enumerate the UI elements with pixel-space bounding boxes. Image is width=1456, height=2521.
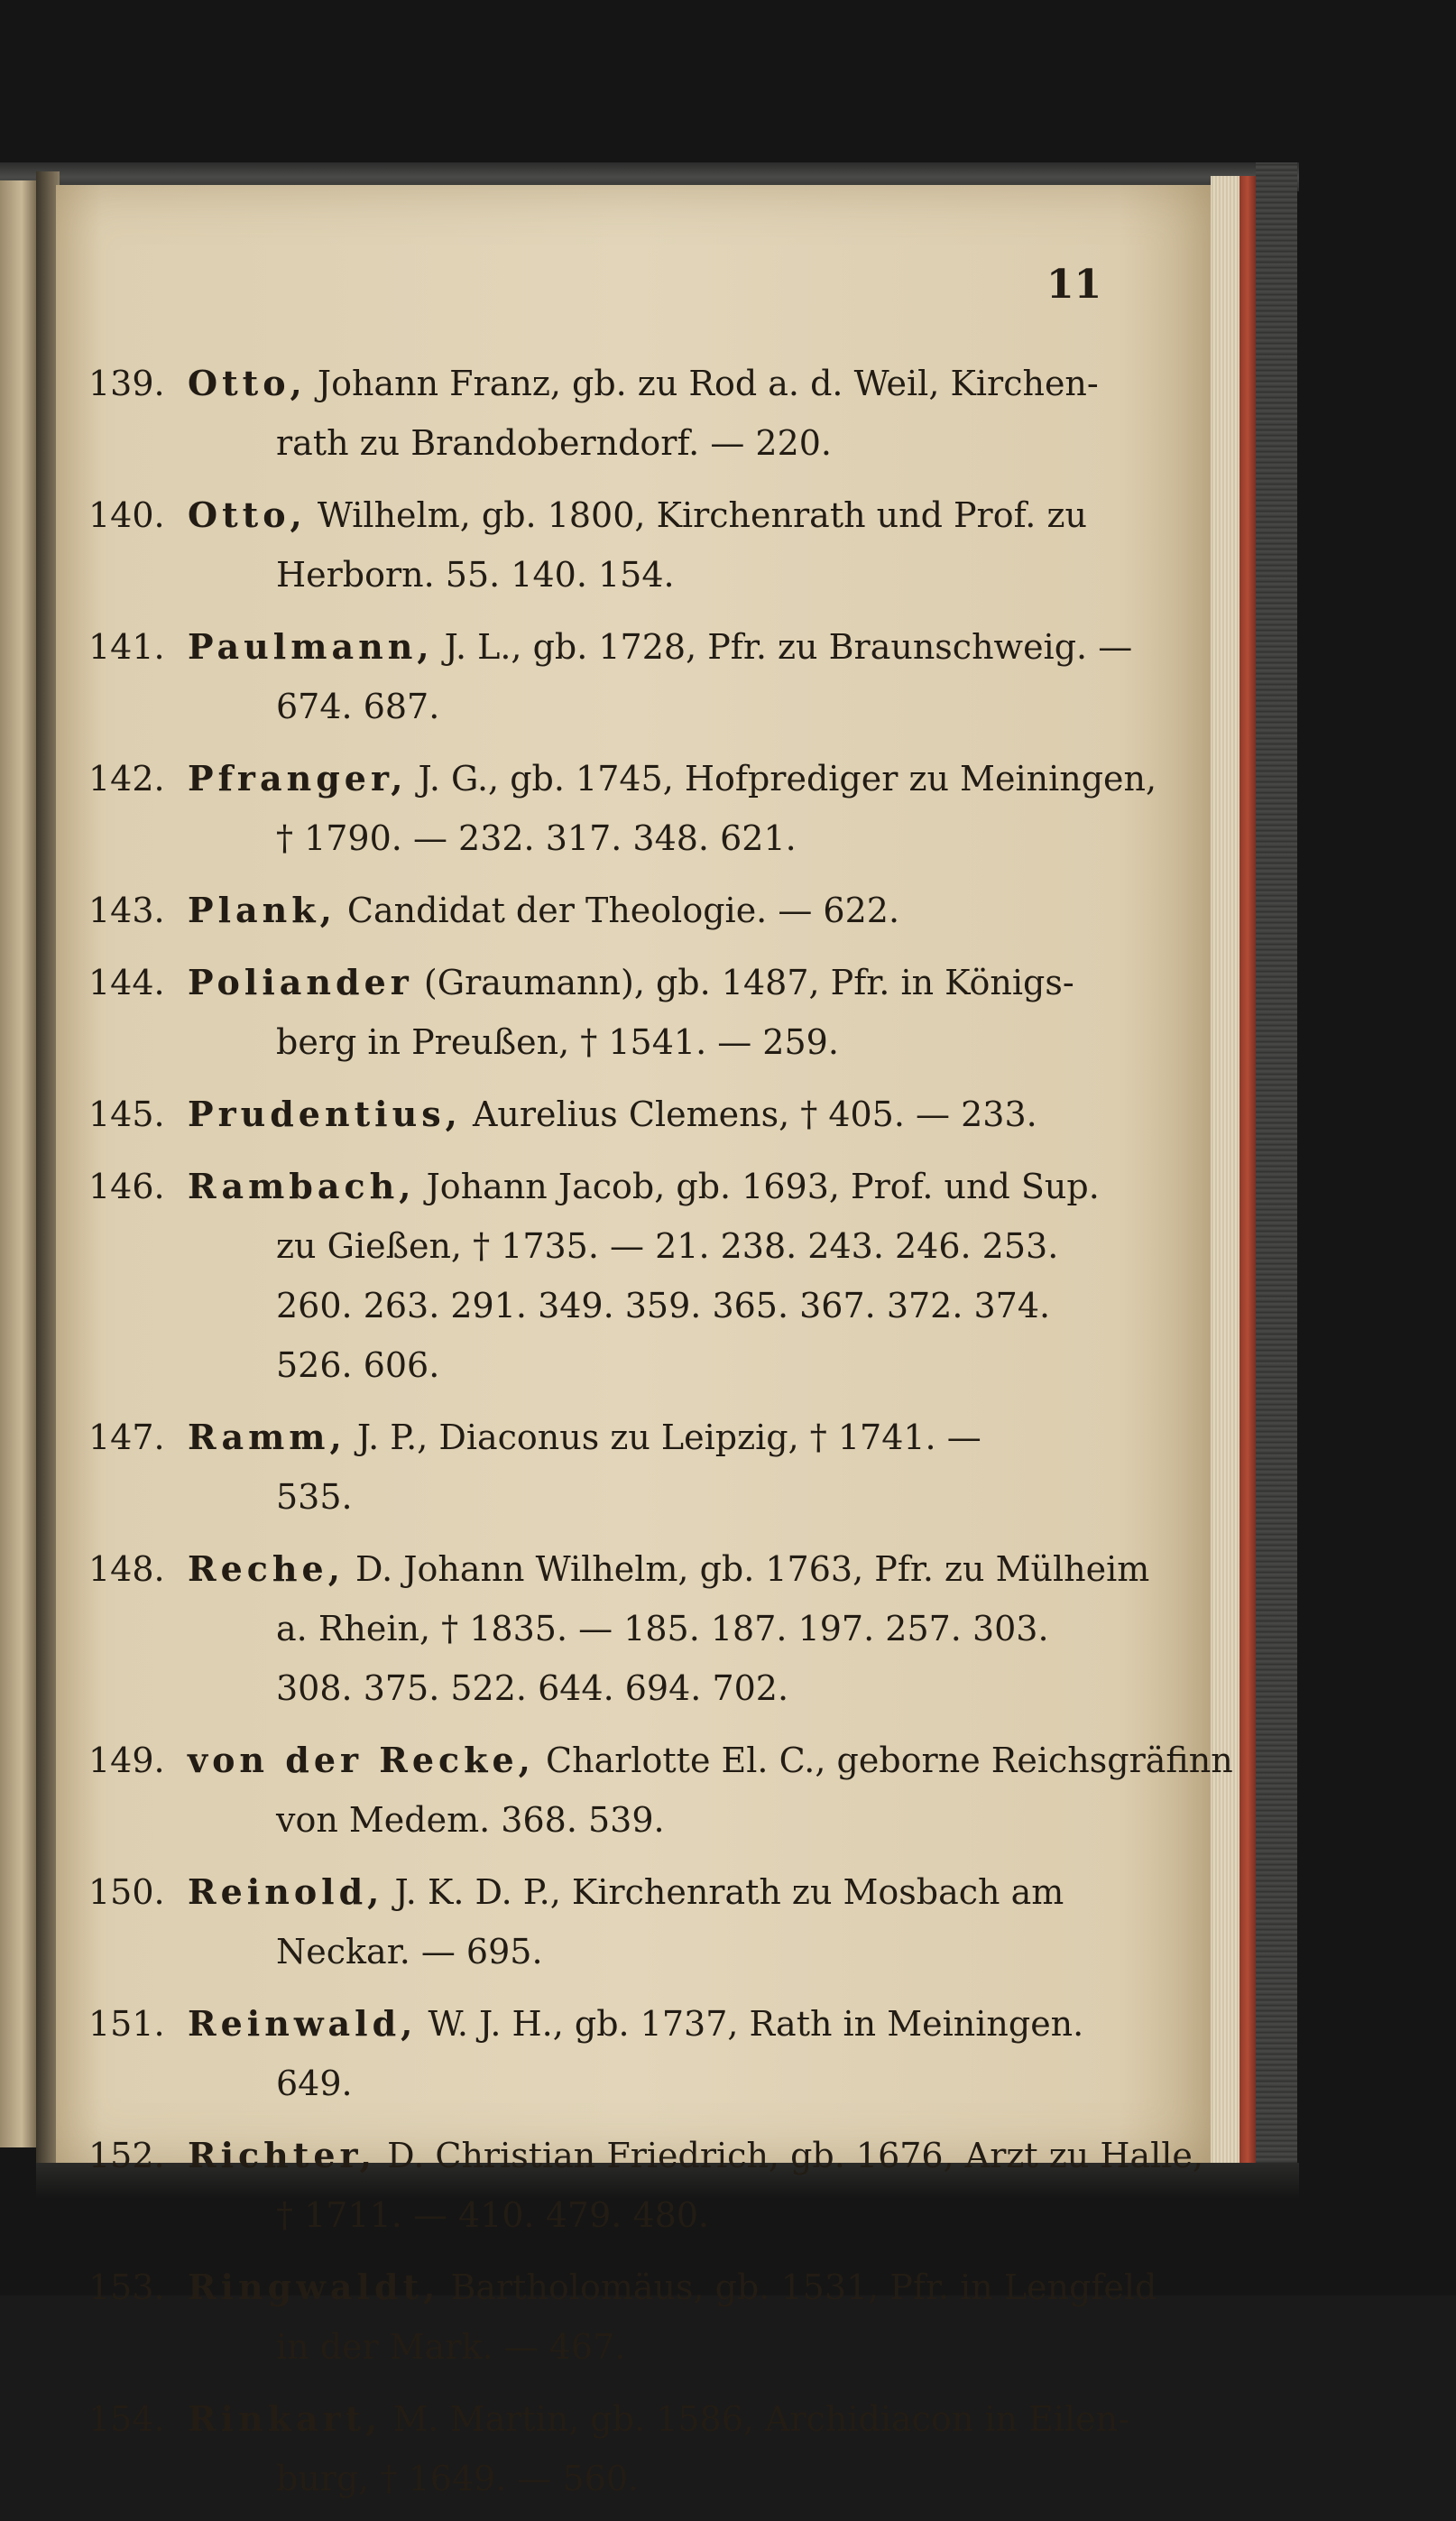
entry-name: Prudentius, (188, 1094, 462, 1134)
entry-text: Candidat der Theologie. — 622. (346, 891, 900, 930)
register-entry (88, 1731, 1233, 1850)
entry-number: 143. (88, 891, 165, 930)
entry-continuation-line: † 1711. — 410. 479. 480. (276, 2195, 710, 2235)
register-entry (88, 485, 1126, 605)
entry-name: Otto, (188, 494, 307, 535)
register-entry (88, 1408, 1126, 1527)
register-entries (88, 354, 1233, 2521)
entry-first-line (88, 2258, 1157, 2317)
entry-first-line (88, 1994, 1126, 2054)
entry-continuation-line: 535. (276, 1477, 353, 1517)
entry-text: Johann Franz, gb. zu Rod a. d. Weil, Kirchen- (317, 364, 1099, 403)
entry-continuation-line: a. Rhein, † 1835. — 185. 187. 197. 257. 303. (276, 1609, 1049, 1648)
entry-name: von der Recke, (188, 1740, 535, 1780)
entry-number: 144. (88, 963, 165, 1002)
entry-continuation-line: 674. 687. (276, 687, 440, 726)
entry-number: 153. (88, 2267, 165, 2307)
register-entry (88, 617, 1133, 736)
register-entry (88, 1862, 1126, 1981)
entry-first-line (88, 1862, 1126, 1922)
entry-name: Plank, (188, 890, 336, 930)
entry-name: Ringwaldt, (188, 2267, 440, 2307)
entry-first-line (88, 617, 1133, 677)
entry-number: 142. (88, 759, 165, 799)
entry-continuation-line: Herborn. 55. 140. 154. (276, 555, 675, 595)
entry-continuation-line: berg in Preußen, † 1541. — 259. (276, 1022, 839, 1062)
entry-name: Reinwald, (188, 2003, 418, 2044)
entry-first-line (88, 485, 1126, 545)
entry-name: Reche, (188, 1548, 345, 1589)
previous-page-edge (0, 180, 36, 2147)
register-entry (88, 1085, 1126, 1144)
entry-continuation-line: zu Gießen, † 1735. — 21. 238. 243. 246. 253. (276, 1226, 1059, 1266)
entry-first-line (88, 1085, 1126, 1144)
entry-number: 145. (88, 1094, 165, 1134)
entry-first-line (88, 953, 1126, 1012)
entry-first-line (88, 1408, 1126, 1467)
entry-number: 151. (88, 2004, 165, 2044)
entry-number: 147. (88, 1417, 165, 1457)
register-entry (88, 953, 1126, 1072)
entry-text: D. Johann Wilhelm, gb. 1763, Pfr. zu Mülheim (355, 1549, 1150, 1589)
red-page-edge (1239, 176, 1256, 2170)
entry-first-line (88, 2389, 1129, 2449)
entry-name: Richter, (188, 2135, 376, 2175)
entry-text: D. Christian Friedrich, gb. 1676, Arzt zu Halle, (387, 2136, 1203, 2175)
entry-continuation-line: rath zu Brandoberndorf. — 220. (276, 423, 833, 463)
entry-number: 150. (88, 1872, 165, 1912)
entry-name: Paulmann, (188, 626, 434, 667)
entry-continuation-line: 308. 375. 522. 644. 694. 702. (276, 1668, 789, 1708)
register-entry (88, 354, 1126, 473)
entry-text: Bartholomäus, gb. 1531, Pfr. in Lengfeld (450, 2267, 1157, 2307)
entry-number: 152. (88, 2136, 165, 2175)
entry-text: J. L., gb. 1728, Pfr. zu Braunschweig. — (444, 627, 1133, 667)
entry-first-line (88, 2126, 1203, 2185)
entry-continuation-line: burg, † 1649. — 560. (276, 2459, 640, 2498)
register-entry (88, 1994, 1126, 2113)
entry-number: 141. (88, 627, 165, 667)
register-entry (88, 881, 1126, 940)
entry-first-line (88, 1731, 1233, 1790)
entry-first-line (88, 354, 1126, 413)
entry-name: Reinold, (188, 1871, 384, 1912)
entry-text: M. Martin, gb. 1586, Archidiacon in Eilen- (392, 2399, 1129, 2439)
entry-number: 140. (88, 495, 165, 535)
entry-text: Johann Jacob, gb. 1693, Prof. und Sup. (426, 1167, 1100, 1206)
entry-name: Pfranger, (188, 758, 408, 799)
entry-continuation-line: 260. 263. 291. 349. 359. 365. 367. 372. 374. (276, 1286, 1051, 1325)
entry-text: (Graumann), gb. 1487, Pfr. in Königs- (423, 963, 1074, 1002)
entry-first-line (88, 1157, 1126, 1216)
entry-name: Otto, (188, 363, 307, 403)
entry-name: Ramm, (188, 1417, 346, 1457)
register-entry (88, 1157, 1126, 1395)
entry-number: 139. (88, 364, 165, 403)
page-number: 11 (1046, 262, 1102, 308)
register-entry (88, 2389, 1129, 2508)
entry-continuation-line: 526. 606. (276, 1345, 440, 1385)
entry-continuation-line: von Medem. 368. 539. (276, 1800, 665, 1840)
entry-text: J. K. D. P., Kirchenrath zu Mosbach am (394, 1872, 1064, 1912)
entry-number: 148. (88, 1549, 165, 1589)
entry-continuation-line: in der Mark. — 467. (276, 2327, 626, 2367)
entry-continuation-line: 649. (276, 2064, 353, 2103)
entry-text: W. J. H., gb. 1737, Rath in Meiningen. (428, 2004, 1084, 2044)
entry-text: Charlotte El. C., geborne Reichsgräfinn (546, 1741, 1233, 1780)
entry-text: J. G., gb. 1745, Hofprediger zu Meiningen, (418, 759, 1157, 799)
entry-name: Poliander (188, 962, 413, 1002)
entry-number: 146. (88, 1167, 165, 1206)
entry-continuation-line: Neckar. — 695. (276, 1932, 543, 1972)
entry-name: Rambach, (188, 1166, 416, 1206)
register-entry (88, 749, 1157, 868)
entry-text: Aurelius Clemens, † 405. — 233. (472, 1094, 1037, 1134)
entry-continuation-line: † 1790. — 232. 317. 348. 621. (276, 818, 797, 858)
entry-first-line (88, 881, 1126, 940)
entry-text: Wilhelm, gb. 1800, Kirchenrath und Prof. zu (317, 495, 1087, 535)
entry-name: Rinkart, (188, 2398, 382, 2439)
register-entry (88, 2258, 1157, 2377)
entry-text: J. P., Diaconus zu Leipzig, † 1741. — (356, 1417, 981, 1457)
entry-number: 149. (88, 1741, 165, 1780)
register-entry (88, 2126, 1203, 2245)
register-entry (88, 1539, 1150, 1718)
page-block-edge (1211, 176, 1239, 2170)
entry-first-line (88, 749, 1157, 808)
entry-number: 154. (88, 2399, 165, 2439)
cloth-cover (1256, 162, 1297, 2184)
entry-first-line (88, 1539, 1150, 1599)
